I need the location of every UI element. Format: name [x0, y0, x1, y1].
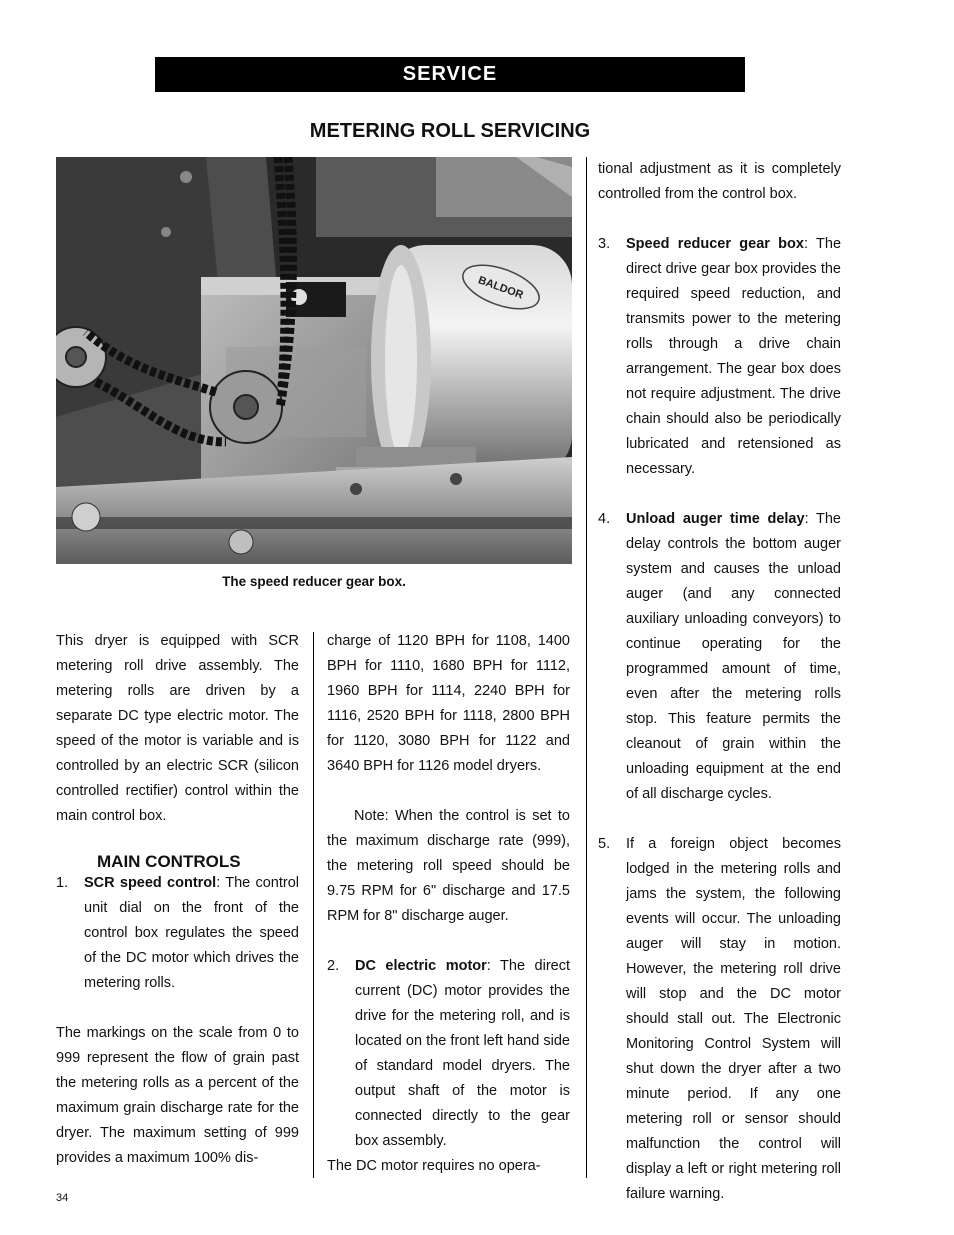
- list-item-text: If a foreign object becomes lodged in the metering rolls and jams the system, the following events will occur. The unloading auger will stay in motion. However, the metering roll drive will stop and the DC motor should stall out. The Electronic Monitoring Control System will shut down the dryer after a two minute period. If any one metering roll or sensor should malfunction the control will display a left or right metering roll failure warning.: [626, 836, 841, 1202]
- gear-box-photo: [56, 157, 572, 564]
- list-number: 5.: [598, 836, 611, 852]
- list-item-title: Speed reducer gear box: [626, 236, 804, 252]
- dc-motor-paragraph: The DC motor requires no opera-: [327, 1158, 541, 1174]
- list-number: 2.: [327, 958, 340, 974]
- list-number: 4.: [598, 511, 611, 527]
- list-item-unload-auger-delay: [598, 507, 841, 807]
- list-item-text: : The direct current (DC) motor provides the drive for the metering roll, and is located on the front left hand side of standard model dryers. The output shaft of the motor is connected directly to the gear box assembly.: [355, 958, 570, 1149]
- list-item-foreign-object: [598, 832, 841, 1207]
- discharge-rates-paragraph: charge of 1120 BPH for 1108, 1400 BPH for 1110, 1680 BPH for 1112, 1960 BPH for 1114, 2240 BPH for 1116, 2520 BPH for 1118, 2800 BPH for 1120, 3080 BPH for 1122 and 3640 BPH for 1126 model dryers.: [327, 633, 570, 774]
- page-title: METERING ROLL SERVICING: [309, 120, 591, 142]
- list-item-scr-speed-control: [56, 871, 299, 996]
- note-paragraph: Note: When the control is set to the maximum discharge rate (999), the metering roll speed should be 9.75 RPM for 6" discharge and 17.5 RPM for 8" discharge auger.: [327, 808, 570, 924]
- column-divider: [313, 632, 314, 1178]
- column-left: [56, 629, 299, 1171]
- list-item-text: : The delay controls the bottom auger system and causes the unload auger (and any connected auxiliary unloading conveyors) to continue operating for the programmed amount of time, even after the metering rolls stop. This feature permits the cleanout of grain within the unloading equipment at the end of all discharge cycles.: [626, 511, 841, 802]
- list-number: 3.: [598, 236, 611, 252]
- list-item-title: DC electric motor: [355, 958, 487, 974]
- scale-markings-paragraph: The markings on the scale from 0 to 999 represent the flow of grain past the metering rolls as a percent of the maximum grain discharge rate for the dryer. The maximum setting of 999 provides a maximum 100% dis-: [56, 1025, 299, 1166]
- column-middle: [327, 629, 570, 1179]
- intro-paragraph: This dryer is equipped with SCR metering roll drive assembly. The metering rolls are driven by a separate DC type electric motor. The speed of the motor is variable and is controlled by an electric SCR (silicon controlled rectifier) control within the main control box.: [56, 633, 299, 824]
- list-item-text: : The direct drive gear box provides the required speed reduction, and transmits power to the metering rolls through a drive chain arrangement. The gear box does not require adjustment. The drive chain should also be periodically lubricated and retensioned as necessary.: [626, 236, 842, 477]
- list-number: 1.: [56, 875, 69, 891]
- column-divider: [586, 157, 587, 1178]
- list-item-text: : The control unit dial on the front of the control box regulates the speed of the DC motor which drives the metering rolls.: [84, 875, 299, 991]
- page-number: 34: [56, 1192, 69, 1204]
- section-banner: SERVICE: [155, 57, 745, 92]
- list-item-title: Unload auger time delay: [626, 511, 805, 527]
- photo-caption: The speed reducer gear box.: [222, 574, 406, 589]
- list-item-dc-electric-motor: [327, 954, 570, 1154]
- motor-brand-plate: BALDOR: [476, 274, 525, 302]
- column-right: [598, 157, 841, 1207]
- list-item-speed-reducer: [598, 232, 841, 482]
- continued-paragraph: tional adjustment as it is completely controlled from the control box.: [598, 161, 841, 202]
- list-item-title: SCR speed control: [84, 875, 217, 891]
- main-controls-heading: MAIN CONTROLS: [97, 852, 241, 871]
- gear-box-photo-drawing: [56, 157, 572, 564]
